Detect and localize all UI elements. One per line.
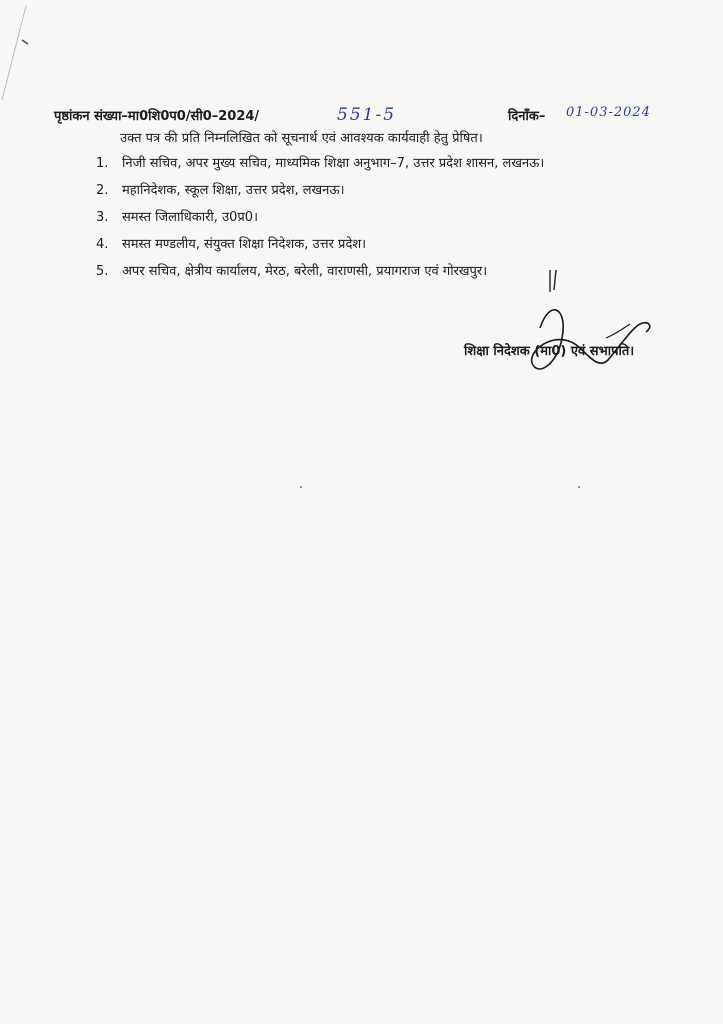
intro-text: उक्त पत्र की प्रति निम्नलिखित को सूचनार्थ एवं आवश्यक कार्यवाही हेतु प्रेषित। [120, 131, 483, 146]
recipient-item [96, 179, 696, 203]
recipient-item [96, 206, 696, 230]
reference-label: पृष्ठांकन संख्या–मा0शि0प0/सी0–2024/ [54, 109, 260, 124]
scan-speck [300, 486, 302, 488]
date-label: दिनाँक– [508, 109, 546, 124]
recipient-number: 2. [96, 183, 109, 198]
recipient-number: 3. [96, 210, 109, 225]
handwritten-signature [520, 268, 680, 388]
recipient-item [96, 152, 696, 176]
recipient-text: समस्त जिलाधिकारी, उ0प्र0। [122, 210, 259, 225]
page-edge-mark [0, 0, 40, 110]
recipient-text: महानिदेशक, स्कूल शिक्षा, उत्तर प्रदेश, लखनऊ। [122, 183, 345, 198]
scan-speck [578, 486, 580, 488]
date-handwritten: 01-03-2024 [566, 105, 651, 120]
signatory-designation: शिक्षा निदेशक (मा0) एवं सभापति। [464, 344, 635, 359]
recipient-item [96, 233, 696, 257]
recipient-number: 5. [96, 264, 109, 279]
recipient-text: निजी सचिव, अपर मुख्य सचिव, माध्यमिक शिक्षा अनुभाग–7, उत्तर प्रदेश शासन, लखनऊ। [122, 156, 545, 171]
reference-number-handwritten: 551-5 [337, 105, 397, 125]
recipient-number: 4. [96, 237, 109, 252]
recipient-list [96, 152, 696, 287]
recipient-number: 1. [96, 156, 109, 171]
recipient-text: समस्त मण्डलीय, संयुक्त शिक्षा निदेशक, उत्तर प्रदेश। [122, 237, 367, 252]
recipient-text: अपर सचिव, क्षेत्रीय कार्यालय, मेरठ, बरेली, वाराणसी, प्रयागराज एवं गोरखपुर। [122, 264, 488, 279]
signature-block [464, 340, 704, 364]
reference-line [54, 104, 694, 130]
